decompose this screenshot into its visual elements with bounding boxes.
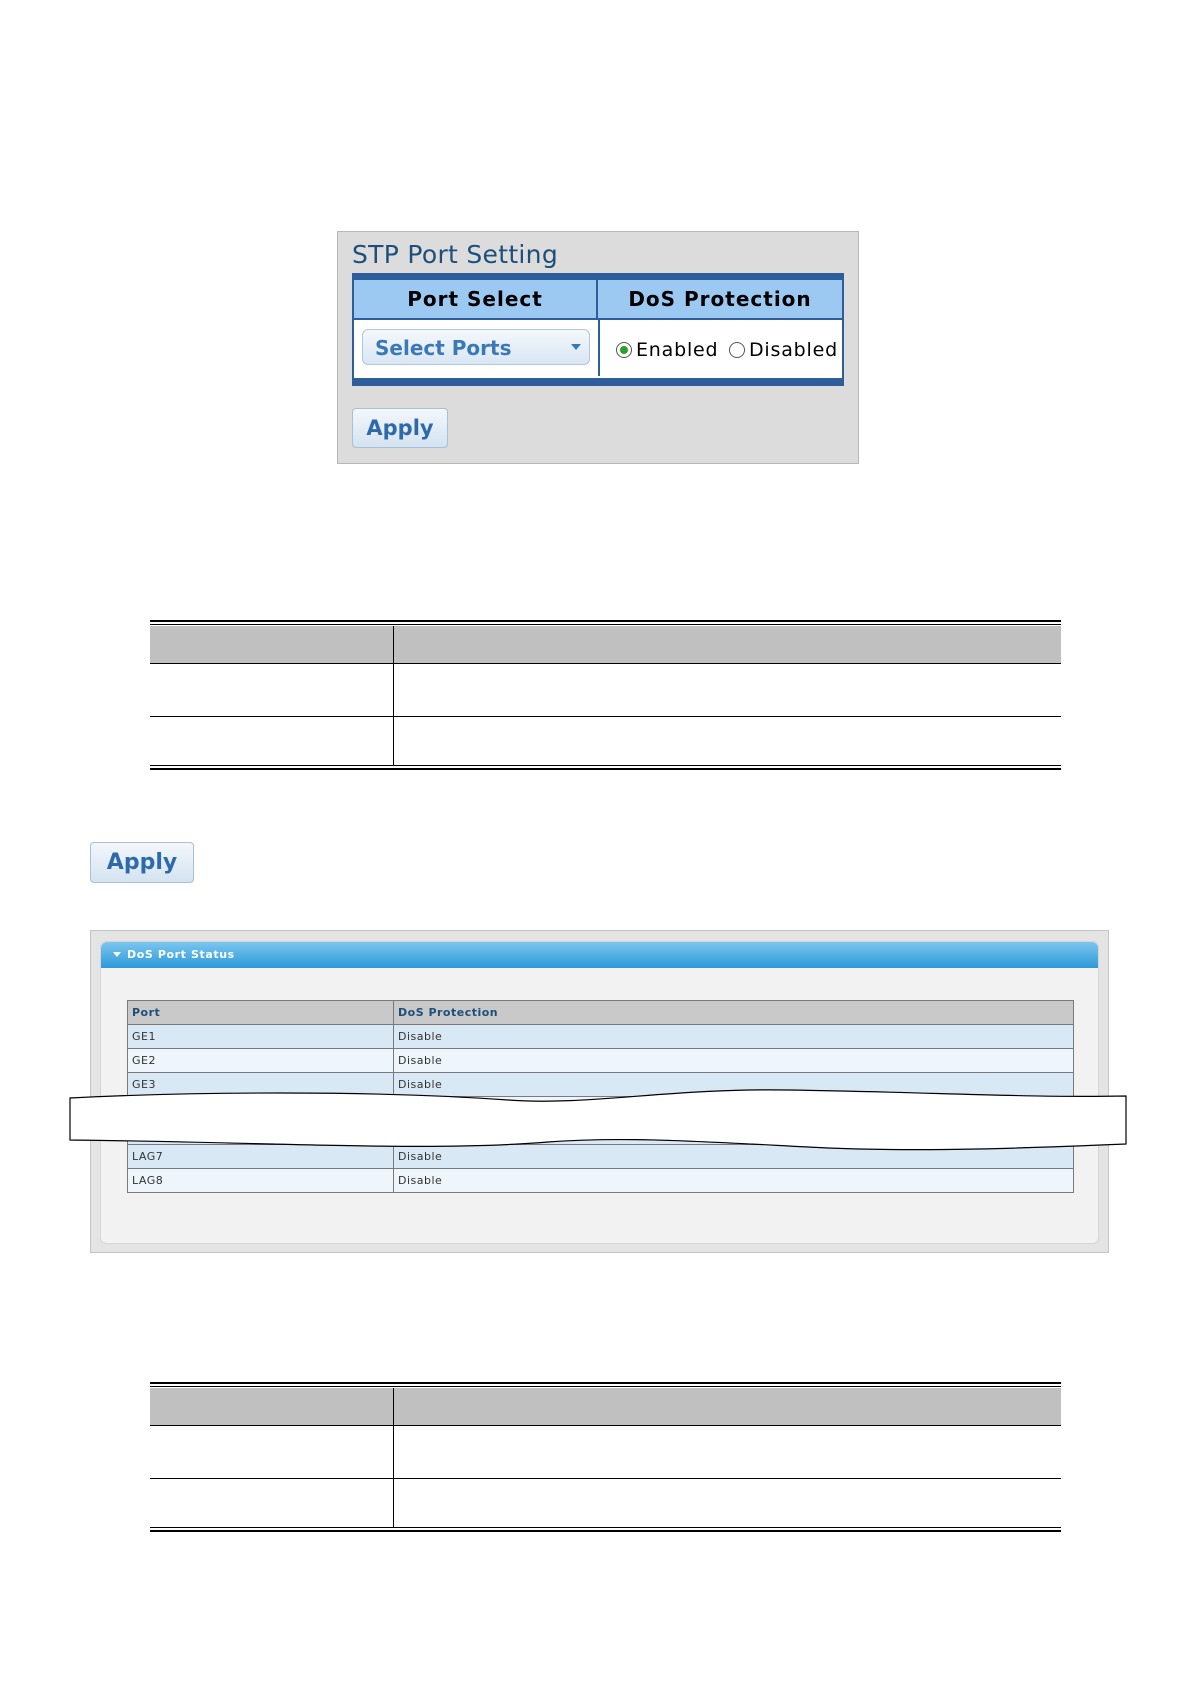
select-ports-label: Select Ports xyxy=(375,336,512,360)
table-rule xyxy=(150,768,1061,770)
table-row xyxy=(128,1025,1074,1049)
table-header-row xyxy=(128,1001,1074,1025)
column-divider xyxy=(598,320,600,376)
radio-enabled-label: Enabled xyxy=(636,339,719,361)
dos-cell: Disable xyxy=(394,1025,1074,1049)
radio-disabled-option[interactable] xyxy=(729,339,838,361)
table-rule xyxy=(150,1386,1061,1387)
table-rule xyxy=(150,624,1061,625)
collapse-triangle-icon[interactable] xyxy=(113,952,121,957)
row-divider xyxy=(150,1478,1061,1479)
radio-disabled-label: Disabled xyxy=(749,339,838,361)
table-rule xyxy=(150,1530,1061,1532)
radio-disabled[interactable] xyxy=(729,342,745,358)
table-bottom-border xyxy=(354,378,842,384)
table-header-row xyxy=(150,1388,1061,1426)
omitted-rows-break xyxy=(68,1086,1128,1158)
dos-protection-header: DoS Protection xyxy=(598,280,842,320)
chevron-down-icon xyxy=(571,344,581,350)
apply-button-standalone[interactable]: Apply xyxy=(90,842,194,883)
column-header-dos-protection: DoS Protection xyxy=(394,1001,1074,1025)
port-cell: LAG8 xyxy=(128,1169,394,1193)
radio-enabled[interactable] xyxy=(616,342,632,358)
port-cell: GE3 xyxy=(128,1073,394,1097)
apply-button[interactable]: Apply xyxy=(352,408,448,448)
description-table-2 xyxy=(150,1382,1061,1534)
panel-header-bar[interactable] xyxy=(101,942,1098,968)
table-rule xyxy=(150,765,1061,766)
dos-cell: Disable xyxy=(394,1169,1074,1193)
port-cell: LAG7 xyxy=(128,1145,394,1169)
column-header-port: Port xyxy=(128,1001,394,1025)
row-divider xyxy=(150,716,1061,717)
radio-enabled-option[interactable] xyxy=(616,339,718,361)
table-row xyxy=(128,1169,1074,1193)
dos-cell: Disable xyxy=(394,1049,1074,1073)
dos-cell: Disable xyxy=(394,1073,1074,1097)
stp-port-setting-panel xyxy=(337,231,859,464)
port-select-header: Port Select xyxy=(354,280,598,320)
table-header-row xyxy=(150,626,1061,664)
table-rule xyxy=(150,1382,1061,1384)
column-divider xyxy=(393,1388,394,1528)
table-rule xyxy=(150,1527,1061,1528)
description-table-1 xyxy=(150,620,1061,772)
table-rule xyxy=(150,620,1061,622)
panel-title: DoS Port Status xyxy=(127,948,235,961)
port-cell: GE1 xyxy=(128,1025,394,1049)
dos-cell: Disable xyxy=(394,1145,1074,1169)
table-row xyxy=(128,1049,1074,1073)
port-cell: GE2 xyxy=(128,1049,394,1073)
column-divider xyxy=(393,626,394,766)
select-ports-dropdown[interactable] xyxy=(362,329,590,365)
panel-title: STP Port Setting xyxy=(352,240,558,269)
stp-setting-table xyxy=(352,273,844,386)
